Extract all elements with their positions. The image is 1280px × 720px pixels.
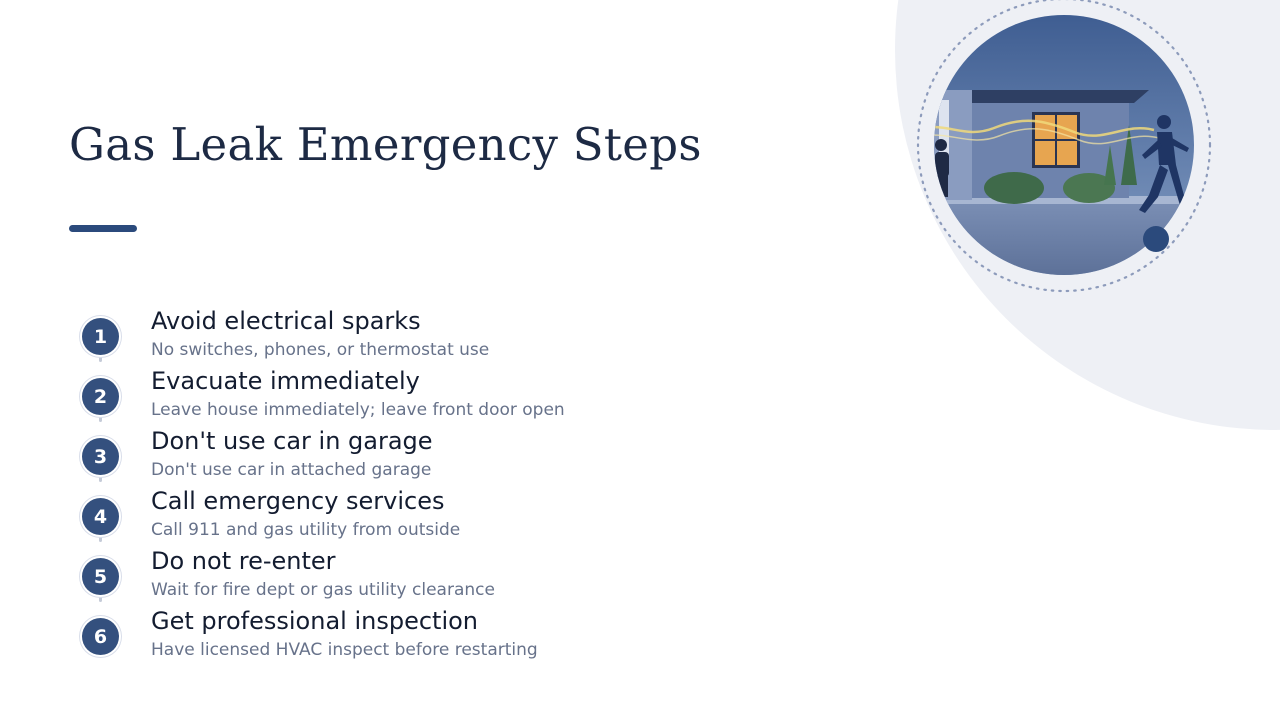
step-description: Call 911 and gas utility from outside: [151, 520, 461, 540]
step-number-badge: 2: [82, 378, 119, 415]
step-item: [0, 305, 640, 365]
step-number-badge: 3: [82, 438, 119, 475]
step-item: [0, 485, 640, 545]
step-description: Don't use car in attached garage: [151, 460, 432, 480]
step-number-badge: 1: [82, 318, 119, 355]
step-title: Evacuate immediately: [151, 367, 420, 395]
step-item: [0, 545, 640, 605]
step-title: Don't use car in garage: [151, 427, 433, 455]
title-accent-bar: [69, 225, 137, 232]
step-description: Leave house immediately; leave front door open: [151, 400, 565, 420]
step-description: No switches, phones, or thermostat use: [151, 340, 490, 360]
step-description: Have licensed HVAC inspect before restarting: [151, 640, 538, 660]
house-evacuation-illustration: [914, 0, 1214, 300]
step-description: Wait for fire dept or gas utility clearance: [151, 580, 495, 600]
step-title: Avoid electrical sparks: [151, 307, 421, 335]
step-item: [0, 365, 640, 425]
step-item: [0, 605, 640, 665]
step-item: [0, 425, 640, 485]
step-title: Get professional inspection: [151, 607, 478, 635]
page-title: Gas Leak Emergency Steps: [69, 118, 702, 171]
step-number-badge: 6: [82, 618, 119, 655]
step-title: Do not re-enter: [151, 547, 336, 575]
step-number-badge: 4: [82, 498, 119, 535]
step-title: Call emergency services: [151, 487, 445, 515]
step-number-badge: 5: [82, 558, 119, 595]
